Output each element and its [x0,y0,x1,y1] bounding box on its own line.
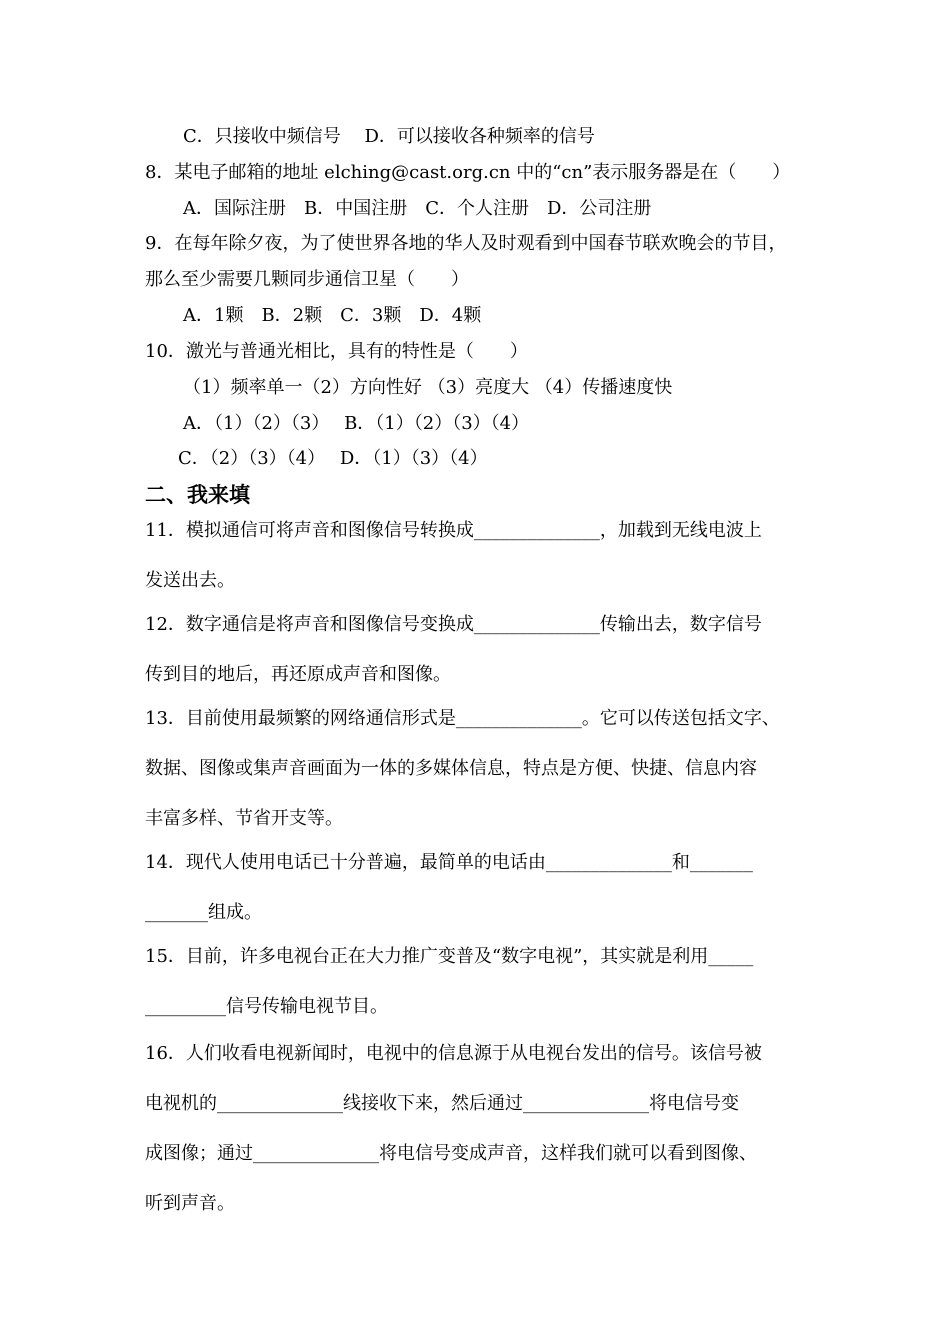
question-14: 14．现代人使用电话已十分普遍，最简单的电话由______________和_______ [145,852,753,873]
question-8: 8．某电子邮箱的地址 elching@cast.org.cn 中的“cn”表示服务器是在（ ） [145,162,791,183]
section-title: 二、我来填 [145,483,250,507]
question-11: 11．模拟通信可将声音和图像信号转换成______________，加载到无线电波上 [145,520,762,541]
question-12: 12．数字通信是将声音和图像信号变换成______________传输出去，数字信号 [145,614,762,635]
question-9: 9．在每年除夕夜，为了使世界各地的华人及时观看到中国春节联欢晚会的节目， [145,233,787,254]
question-14-continued: _______组成。 [145,902,262,923]
question-10-options-cd: C．（2）（3）（4） D．（1）（3）（4） [178,448,488,469]
question-16-end: 听到声音。 [145,1193,235,1214]
question-13-continued: 数据、图像或集声音画面为一体的多媒体信息，特点是方便、快捷、信息内容 [145,758,757,779]
question-11-continued: 发送出去。 [145,570,235,591]
question-16-line-2: 电视机的______________线接收下来，然后通过______________将电信号变 [145,1093,739,1114]
question-9-continued: 那么至少需要几颗同步通信卫星（ ） [145,269,469,290]
question-16: 16．人们收看电视新闻时，电视中的信息源于从电视台发出的信号。该信号被 [145,1043,762,1064]
question-10-items: （1）频率单一（2）方向性好 （3）亮度大 （4）传播速度快 [183,377,673,398]
question-8-options: A．国际注册 B．中国注册 C．个人注册 D．公司注册 [183,198,652,219]
question-13-end: 丰富多样、节省开支等。 [145,808,343,829]
question-16-line-3: 成图像；通过______________将电信号变成声音，这样我们就可以看到图像、 [145,1143,757,1164]
question-12-continued: 传到目的地后，再还原成声音和图像。 [145,664,451,685]
question-13: 13．目前使用最频繁的网络通信形式是______________。它可以传送包括文字、 [145,708,780,729]
question-15-continued: _________信号传输电视节目。 [145,996,388,1017]
question-9-options: A．1颗 B．2颗 C．3颗 D．4颗 [183,305,482,326]
question-15: 15．目前，许多电视台正在大力推广变普及“数字电视”，其实就是利用_____ [145,946,754,967]
question-10: 10．激光与普通光相比，具有的特性是（ ） [145,341,528,362]
question-10-options-ab: A．（1）（2）（3） B．（1）（2）（3）（4） [183,413,530,434]
option-line: C．只接收中频信号 D．可以接收各种频率的信号 [183,126,595,147]
